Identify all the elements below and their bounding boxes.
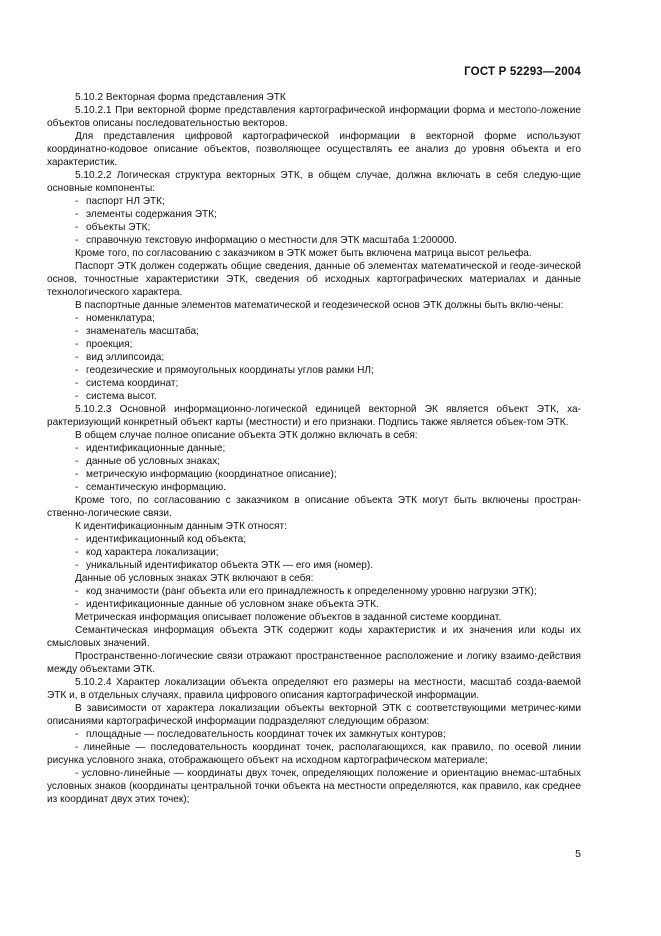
list-item bbox=[47, 208, 581, 221]
list-item bbox=[47, 221, 581, 234]
list-item-text: идентификационные данные; bbox=[86, 443, 226, 454]
list-dash: - bbox=[75, 222, 79, 233]
list-item bbox=[47, 455, 581, 468]
list-item-text: знаменатель масштаба; bbox=[86, 326, 199, 337]
list-dash: - bbox=[75, 235, 79, 246]
list-item bbox=[47, 481, 581, 494]
list-dash: - bbox=[75, 729, 79, 740]
list-item-text: справочную текстовую информацию о местности для ЭТК масштаба 1:200000. bbox=[86, 235, 457, 246]
list-item bbox=[47, 195, 581, 208]
list-item bbox=[47, 468, 581, 481]
paragraph: Данные об условных знаках ЭТК включают в себя: bbox=[75, 573, 314, 584]
document-body bbox=[47, 91, 581, 806]
paragraph: 5.10.2.4 Характер локализации объекта определяют его размеры на местности, масштаб созда-ваемой ЭТК и, в отдельных случаях, правила цифрового описания картографической информации. bbox=[47, 677, 581, 701]
paragraph: Семантическая информация объекта ЭТК содержит коды характеристик и их значения или коды их смысловых значений. bbox=[47, 625, 581, 649]
list-item-text: код значимости (ранг объекта или его принадлежность к определенному уровню нагрузки ЭТК); bbox=[86, 586, 537, 597]
list-item bbox=[47, 533, 581, 546]
list-item-text: идентификационные данные об условном знаке объекта ЭТК. bbox=[86, 599, 379, 610]
document-header: ГОСТ Р 52293—2004 bbox=[464, 66, 581, 78]
paragraph: 5.10.2.3 Основной информационно-логической единицей векторной ЭК является объект ЭТК, ха-рактеризующий конкретный объект карты (местности) и его признаки. Подпись также является объек-том ЭТК. bbox=[47, 404, 581, 428]
list-paragraph-text: линейные — последовательность координат точек, располагающихся, как правило, по осевой линии рисунка условного знака, отображающего объект на исходном картографическом материале; bbox=[47, 742, 582, 766]
list-dash: - bbox=[75, 352, 79, 363]
list-dash: - bbox=[75, 456, 79, 467]
paragraph: 5.10.2 Векторная форма представления ЭТК bbox=[75, 92, 286, 103]
list-item-text: система координат; bbox=[86, 378, 179, 389]
paragraph: Кроме того, по согласованию с заказчиком в описание объекта ЭТК могут быть включены простран-ственно-логические связи. bbox=[47, 495, 581, 519]
paragraph: Паспорт ЭТК должен содержать общие сведения, данные об элементах математической и геоде-зической основ, точностные характеристики ЭТК, сведения об исходных картографических материалах и данные технологического характера. bbox=[47, 261, 581, 298]
list-dash: - bbox=[75, 534, 79, 545]
paragraph: Кроме того, по согласованию с заказчиком в ЭТК может быть включена матрица высот рельефа. bbox=[75, 248, 532, 259]
list-item bbox=[47, 325, 581, 338]
list-item bbox=[47, 234, 581, 247]
list-item-text: паспорт НЛ ЭТК; bbox=[86, 196, 165, 207]
list-item-text: проекция; bbox=[86, 339, 133, 350]
list-item-text: система высот. bbox=[86, 391, 157, 402]
list-paragraph-text: условно-линейные — координаты двух точек, определяющих положение и ориентацию внемас-штабных условных знаков (координаты центральной точки объекта на местности определяются, как правило, как среднее из координат двух этих точек); bbox=[47, 768, 582, 805]
paragraph: 5.10.2.1 При векторной форме представления картографической информации форма и местопо-ложение объектов описаны последовательностью векторов. bbox=[47, 105, 581, 129]
paragraph: В зависимости от характера локализации объекты векторной ЭТК с соответствующими метричес-кими описаниями картографической информации подразделяют следующим образом: bbox=[47, 703, 581, 727]
list-dash: - bbox=[75, 365, 79, 376]
list-item-text: вид эллипсоида; bbox=[86, 352, 165, 363]
list-item-text: номенклатура; bbox=[86, 313, 155, 324]
list-paragraph bbox=[47, 741, 581, 767]
list-dash: - bbox=[75, 599, 79, 610]
list-dash: - bbox=[75, 469, 79, 480]
paragraph: В паспортные данные элементов математической и геодезической основ ЭТК должны быть вклю-чены: bbox=[75, 300, 564, 311]
list-item-text: метрическую информацию (координатное описание); bbox=[86, 469, 337, 480]
list-item bbox=[47, 546, 581, 559]
list-dash: - bbox=[75, 391, 79, 402]
list-dash: - bbox=[75, 560, 79, 571]
list-item-text: объекты ЭТК; bbox=[86, 222, 151, 233]
paragraph: Метрическая информация описывает положение объектов в заданной системе координат. bbox=[75, 612, 502, 623]
list-item bbox=[47, 351, 581, 364]
paragraph: Пространственно-логические связи отражают пространственное расположение и логику взаимо-действия между объектами ЭТК. bbox=[47, 651, 581, 675]
list-item-text: код характера локализации; bbox=[86, 547, 219, 558]
list-dash: - bbox=[75, 443, 79, 454]
list-dash: - bbox=[75, 547, 79, 558]
list-item-text: площадные — последовательность координат точек их замкнутых контуров; bbox=[86, 729, 446, 740]
list-item-text: идентификационный код объекта; bbox=[86, 534, 247, 545]
list-item bbox=[47, 585, 581, 598]
list-item bbox=[47, 442, 581, 455]
paragraph: 5.10.2.2 Логическая структура векторных ЭТК, в общем случае, должна включать в себя следую-щие основные компоненты: bbox=[47, 170, 581, 194]
list-item bbox=[47, 728, 581, 741]
list-dash: - bbox=[75, 313, 79, 324]
list-item bbox=[47, 559, 581, 572]
paragraph: К идентификационным данным ЭТК относят: bbox=[75, 521, 287, 532]
list-dash: - bbox=[75, 482, 79, 493]
list-item bbox=[47, 312, 581, 325]
list-paragraph bbox=[47, 767, 581, 806]
list-item bbox=[47, 377, 581, 390]
list-dash: - bbox=[75, 209, 79, 220]
list-dash: - bbox=[75, 339, 79, 350]
list-item-text: геодезические и прямоугольных координаты углов рамки НЛ; bbox=[86, 365, 374, 376]
list-dash: - bbox=[75, 586, 79, 597]
list-item-text: данные об условных знаках; bbox=[86, 456, 221, 467]
list-item bbox=[47, 364, 581, 377]
list-dash: - bbox=[75, 196, 79, 207]
paragraph: В общем случае полное описание объекта ЭТК должно включать в себя: bbox=[75, 430, 418, 441]
paragraph: Для представления цифровой картографической информации в векторной форме используют координатно-кодовое описание объектов, позволяющее осуществлять ее анализ до уровня объекта и его характеристик. bbox=[47, 131, 581, 168]
list-item bbox=[47, 390, 581, 403]
list-item bbox=[47, 598, 581, 611]
list-item-text: уникальный идентификатор объекта ЭТК — его имя (номер). bbox=[86, 560, 374, 571]
list-item-text: элементы содержания ЭТК; bbox=[86, 209, 217, 220]
page-number: 5 bbox=[575, 848, 581, 860]
list-dash: - bbox=[75, 326, 79, 337]
list-dash: - bbox=[75, 742, 84, 753]
list-dash: - bbox=[75, 378, 79, 389]
list-dash: - bbox=[75, 768, 82, 779]
list-item-text: семантическую информацию. bbox=[86, 482, 227, 493]
list-item bbox=[47, 338, 581, 351]
